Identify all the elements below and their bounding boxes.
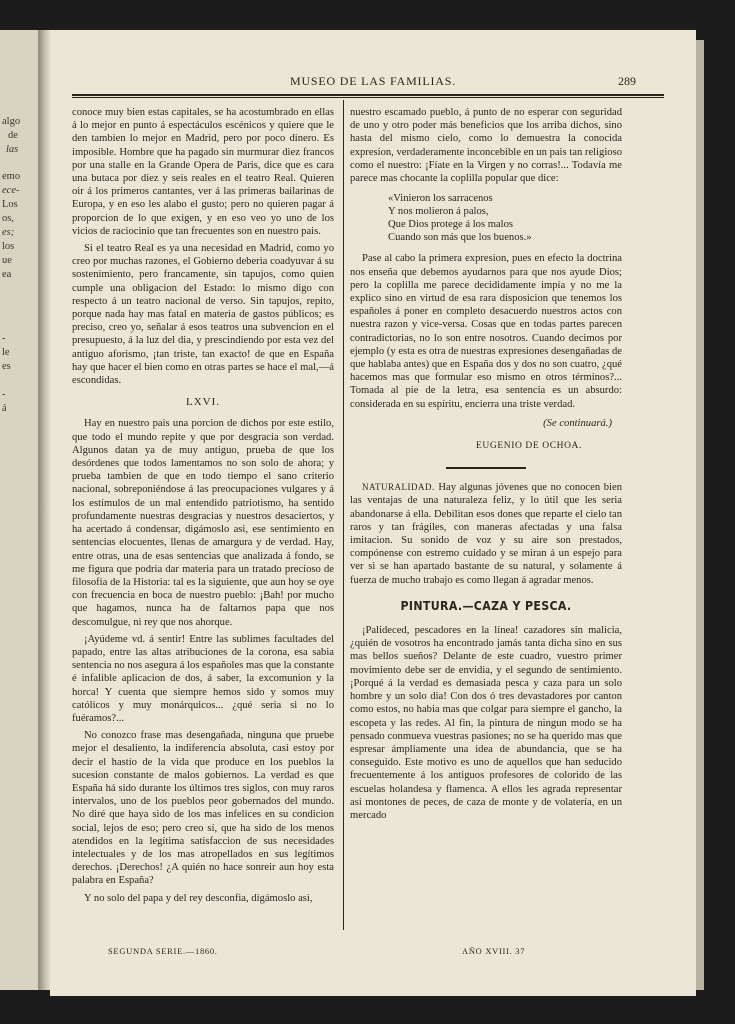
left-fragment: le — [2, 347, 10, 358]
paragraph: ¡Palideced, pescadores en la línea! cazadores sin malicia, ¿quién de vosotros ha encontrado jamás tanta dicha sino en sus mas bellos sueños? Delante de este cuadro, vuestro primer movimiento debe ser de envidia, y el segundo de sentimiento. ¡Porqué á la verdad es demasiada pesca y caza para un solo hombre y un solo dia! Con dos ó tres devastadores por canton como estos, no habia mas que colgar para siempre el gancho, la escopeta y las redes. Al fin, la pintura de ningun modo se ha pensado conmueva vuestras pasiones; no se ha querido mas que espresar ámpliamente una idea de abundancia, que se ha conseguido. Este motivo es uno de aquellos que han seducido frecuentemente á los antiguos profesores de colorido de las escuelas holandesa y flamenca. A ellos les agrada representar asi montones de peces, de caza de monte y de volatería, en un mercado — [350, 625, 622, 821]
continuation-note: (Se continuará.) — [543, 417, 612, 429]
naturalidad-text: Hay algunas jóvenes que no conocen bien las ventajas de una naturaleza feliz, y lo útil que les seria abandonarse á ella. Debilitan esos dones que reparte el cielo tan raros y tan frágiles, con maneras afectadas y una falsa imitacion. Su sonido de voz y su aire son prestados, compónense con estremo cuidado y se miran á un espejo para ver si se han apartado bastante de su natural, y solamente á fuerza de mucho trabajo es como llegan á agradar menos. — [350, 482, 622, 586]
paragraph: No conozco frase mas desengañada, ninguna que pruebe mejor el desaliento, la indiferencia absoluta, casi estoy por decir el hastío de la vida que produce en los pueblos la sucesion constante de malos gobiernos. La verdad es que España há sido durante los últimos tres siglos, con muy raros intervalos, uno de los pueblos peor gobernados del mundo. No diré que haya sido de los mas infelices en su condicion social, lejos de eso; pero creo sí, que ha sido de los menos atendidos en la legítima satisfaccion de sus necesidades intelectuales y de los mas atropellados en sus legítimos derechos. ¡Derechos! ¿A quién no hace sonreir aun hoy esta palabra en España? — [72, 730, 334, 887]
left-fragment: Los — [2, 199, 18, 210]
verse-line: Cuando son más que los buenos.» — [388, 231, 532, 243]
verse-line: Que Dios protege á los malos — [388, 218, 514, 230]
header-rule-thin — [72, 97, 664, 98]
author-signature: EUGENIO DE OCHOA. — [476, 441, 582, 452]
left-fragment: - — [2, 389, 6, 400]
paragraph: conoce muy bien estas capitales, se ha acostumbrado en ellas á lo mejor en punto á espectáculos escénicos y quiere que le den tambien lo mejor en Madrid, pero por poco dinero. Es imposible. Hombre que ha pagado sin murmurar diez francos por una stalle en la Grande Opera de Paris, dice que es cara una butaca por diez y seis reales en el teatro Real. Quieren oir á los primeros cantantes, ver á las primeras bailarinas de Europa, y en eso les alabo el gusto; pero no quieren pagar á proporcion de lo que exigen, y en eso veo yo uno de los vicios de raciocinio que tan frecuentes son en nuestro pais. — [72, 107, 334, 237]
left-column — [72, 106, 334, 909]
left-fragment: ea — [2, 269, 12, 280]
column-divider — [343, 100, 344, 930]
series-label: SEGUNDA SERIE.—1860. — [108, 946, 218, 956]
left-fragment: es — [2, 361, 11, 372]
left-fragment: las — [6, 144, 19, 155]
paragraph: Hay en nuestro pais una porcion de dichos por este estilo, que todo el mundo repite y que por desgracia son verdad. Algunos datan ya de muy antiguo, prueba de que los desórdenes que todos lamentamos no son solo de ahora; y prueba tambien de que en todo tiempo el sano criterio nacional, sobreponiéndose á las preocupaciones vulgares y á los estímulos de un mal entendido patriotismo, ha sentido profundamente nuestras desgracias y nuestros desaciertos, y ha acertado á condensar, digámoslo asi, ese sentimiento en sentencias elocuentes, llenas de amargura y de verdad. Hay, entre otras, una de esas sentencias que analizada á fondo, se me figura que podria dar materia para un tratado precioso de filosofía de la Historia: tal es la siguiente, que aun hoy se oye con frecuencia en boca de nuestro pueblo: ¡Bah! por mucho que hagamos, nunca ha de faltarnos papa que nos descomulgue, ni rey que nos ahorque. — [72, 418, 334, 628]
naturalidad-label: NATURALIDAD. — [362, 482, 435, 493]
page — [50, 30, 696, 996]
year-label: AÑO XVIII. 37 — [462, 946, 526, 956]
paragraph: Y no solo del papa y del rey desconfia, digámoslo asi, — [84, 892, 313, 904]
page-number: 289 — [618, 74, 636, 88]
left-fragment: es; — [2, 227, 15, 238]
left-fragment: emo — [2, 171, 21, 182]
article-heading: PINTURA.—CAZA Y PESCA. — [400, 597, 572, 613]
right-column — [350, 106, 622, 826]
naturalidad-paragraph — [350, 481, 622, 587]
header-rule — [72, 94, 664, 96]
left-fragment: ece- — [2, 185, 20, 196]
left-fragment: á — [2, 403, 7, 414]
section-divider — [446, 467, 526, 469]
paragraph: Si el teatro Real es ya una necesidad en Madrid, como yo creo por muchas razones, el Gobierno deberia coadyuvar á su sostenimiento, pero francamente, sin tapujos, como quien cumple una obligacion del Estado: lo mismo digo con respecto á un teatro nacional de verso. Sin tapujos, repito, porque nada hay mas fatal en materia de gastos públicos; es preciso, creo yo, señalar á esos teatros una subvencion en el presupuesto, á la luz del dia, y prescindiendo por esta vez del antiguo aforismo, ¡tan triste, tan exacto! de que en España hay que hacer el bien como en otras partes se hace el mal,—á escondidas. — [72, 243, 334, 387]
paragraph: nuestro escamado pueblo, á punto de no esperar con seguridad de uno y otro poder más beneficios que los arriba dichos, sino hasta del mismo cielo, como lo demuestra la conocida expresion, verdaderamente inconcebible en un pais tan religioso como el nuestro: ¡Fíate en la Virgen y no corras!... Todavía me parece mas chocante la coplilla popular que dice: — [350, 107, 622, 185]
left-fragment: - — [2, 333, 6, 344]
left-page-edge — [0, 30, 38, 990]
left-fragment: ue — [2, 255, 12, 266]
left-fragment: os, — [2, 213, 14, 224]
page-edge — [696, 40, 704, 990]
running-header — [50, 74, 696, 94]
journal-title: MUSEO DE LAS FAMILIAS. — [289, 74, 457, 88]
left-fragment: algo — [2, 116, 21, 127]
left-fragment: de — [8, 130, 18, 141]
verse-line: «Vinieron los sarracenos — [388, 193, 493, 205]
popular-verse — [388, 193, 622, 244]
paragraph: ¡Ayúdeme vd. á sentir! Entre las sublimes facultades del papado, entre las altas atribuciones de la corona, esa sabia sentencia no nos asegura á los españoles mas que la constante é infalible aplicacion de dos, á saber, la excomunion y la horca! Y cuenta que siempre hemos sido y somos muy católicos y muy monárquicos... ¿qué seria si no lo fuéramos?... — [72, 633, 334, 724]
section-number: LXVI. — [185, 396, 221, 409]
verse-line: Y nos molieron á palos, — [388, 206, 489, 218]
paragraph: Pase al cabo la primera expresion, pues en efecto la doctrina nos enseña que debemos ayudarnos para que nos ayude Dios; pero la coplilla me parece decididamente impía y no me la explico sino en virtud de esa rara disposicion que tenemos los españoles á poner en completo desacuerdo nuestros actos con nuestra razon y vice-versa. Cosas que en todas partes parecen contradictorias, no lo son entre nosotros. Cuando decimos por ejemplo (y esta es otra de nuestras expresiones desengañadas de que hablaba antes) que en España dos y dos no son cuatro, ¿qué hacemos mas que formular eso mismo en otros términos?... Tomada al pie de la letra, esa sentencia es un absurdo: considerada en su espíritu, encierra una triste verdad. — [350, 253, 622, 410]
left-fragment: los — [2, 241, 15, 252]
